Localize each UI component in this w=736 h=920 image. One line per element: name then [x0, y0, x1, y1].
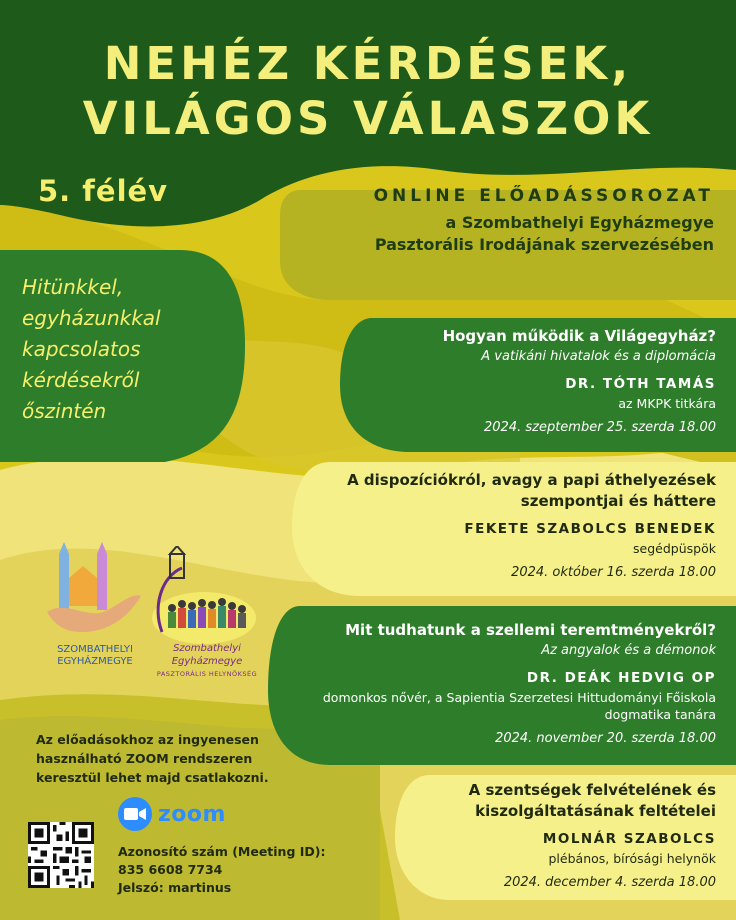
- diocese-logo: [45, 540, 145, 667]
- organizer-line-2: Pasztorális Irodájának szervezésében: [374, 235, 714, 254]
- talk-role: plébános, bírósági helynök: [548, 851, 716, 866]
- info-line: Az előadásokhoz az ingyenesen: [36, 732, 259, 747]
- talk-speaker: MOLNÁR SZABOLCS: [542, 831, 716, 847]
- talk-question: Hogyan működik a Világegyház?: [442, 327, 716, 345]
- video-camera-icon: [118, 797, 152, 831]
- office-name-2: PASZTORÁLIS HELYNÖKSÉG: [156, 670, 258, 678]
- title-line-1: NEHÉZ KÉRDÉSEK,: [103, 37, 633, 90]
- talk-card-1: [336, 326, 716, 438]
- tagline-line: őszintén: [22, 399, 107, 423]
- organizer-block: [276, 186, 736, 256]
- talk-subtitle: Az angyalok és a démonok: [541, 643, 716, 658]
- crowd-church-icon: [142, 546, 272, 646]
- series-heading: ONLINE ELŐADÁSSOROZAT: [373, 186, 714, 206]
- info-line: használható ZOOM rendszeren: [36, 751, 253, 766]
- talk-date: 2024. október 16. szerda 18.00: [511, 565, 716, 580]
- zoom-brand: zoom: [158, 801, 226, 827]
- meeting-password[interactable]: Jelszó: martinus: [118, 880, 232, 895]
- talk-question: kiszolgáltatásának feltételei: [475, 802, 716, 820]
- tagline: [22, 272, 192, 427]
- talk-date: 2024. november 20. szerda 18.00: [495, 731, 716, 746]
- office-name-1: Szombathelyi Egyházmegye: [171, 643, 243, 667]
- talk-question: A szentségek felvételének és: [468, 781, 716, 799]
- zoom-logo: [118, 796, 226, 832]
- talk-question: Mit tudhatunk a szellemi teremtményekről?: [345, 621, 716, 639]
- talk-date: 2024. december 4. szerda 18.00: [503, 875, 716, 890]
- organizer-line-1: a Szombathelyi Egyházmegye: [445, 213, 714, 232]
- talk-role: segédpüspök: [633, 541, 716, 556]
- talk-subtitle: A vatikáni hivatalok és a diplomácia: [481, 349, 716, 364]
- pastoral-office-logo: [142, 546, 272, 678]
- talk-speaker: FEKETE SZABOLCS BENEDEK: [464, 521, 716, 537]
- talk-speaker: DR. TÓTH TAMÁS: [565, 376, 716, 392]
- tagline-line: kérdésekről: [22, 368, 140, 392]
- talk-role: az MKPK titkára: [618, 396, 716, 411]
- tagline-line: kapcsolatos: [22, 337, 141, 361]
- talk-card-2: [296, 470, 716, 583]
- talk-speaker: DR. DEÁK HEDVIG OP: [526, 670, 716, 686]
- tagline-line: egyházunkkal: [22, 306, 161, 330]
- tagline-line: Hitünkkel,: [22, 275, 124, 299]
- talk-date: 2024. szeptember 25. szerda 18.00: [484, 420, 716, 435]
- semester-label: 5. félév: [38, 174, 169, 208]
- talk-card-4: [396, 780, 716, 893]
- talk-question: szempontjai és háttere: [520, 492, 716, 510]
- info-line: keresztül lehet majd csatlakozni.: [36, 770, 269, 785]
- meeting-id-label: Azonosító szám (Meeting ID):: [118, 844, 326, 859]
- diocese-name-1: SZOMBATHELYI: [57, 644, 133, 655]
- talk-card-3: [276, 620, 716, 749]
- meeting-id[interactable]: 835 6608 7734: [118, 862, 223, 877]
- talk-role: domonkos nővér, a Sapientia Szerzetesi Hittudományi Főiskola: [322, 690, 716, 705]
- talk-role: dogmatika tanára: [604, 707, 716, 722]
- organizer-text: [276, 212, 714, 256]
- talk-question: A dispozíciókról, avagy a papi áthelyezések: [347, 471, 716, 489]
- diocese-name-2: EGYHÁZMEGYE: [57, 656, 133, 667]
- cathedral-hand-icon: [45, 540, 145, 640]
- zoom-info-text: [36, 730, 296, 787]
- qr-code-icon[interactable]: [28, 822, 94, 888]
- title-line-2: VILÁGOS VÁLASZOK: [82, 92, 654, 145]
- meeting-details: [118, 843, 326, 897]
